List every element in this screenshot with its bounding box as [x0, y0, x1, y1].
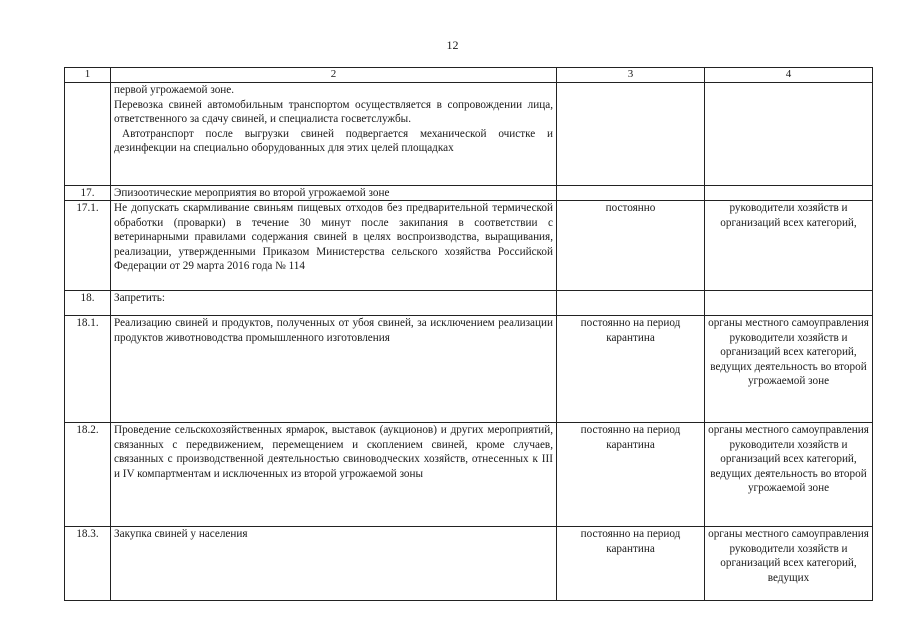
column-header-2: 2 [111, 68, 557, 83]
header-row [65, 68, 873, 83]
section-title: Эпизоотические мероприятия во второй угрожаемой зоне [111, 186, 557, 201]
row-responsible: органы местного самоуправления руководители хозяйств и организаций всех категорий, ведущих деятельность во второй угрожаемой зоне [705, 316, 873, 423]
row-description: Реализацию свиней и продуктов, полученных от убоя свиней, за исключением реализации продуктов животноводства промышленного изготовления [111, 316, 557, 423]
row-number [65, 83, 111, 186]
row-number: 18.1. [65, 316, 111, 423]
table-row [65, 316, 873, 423]
row-responsible: органы местного самоуправления руководители хозяйств и организаций всех категорий, ведущих деятельность во второй угрожаемой зоне [705, 423, 873, 527]
row-description: Не допускать скармливание свиньям пищевых отходов без предварительной термической обработки (проварки) в течение 30 минут после закипания в соответствии с ветеринарными правилами содержания свиней в целях воспроизводства, выращивания, реализации, утвержденными Приказом Министерства сельского хозяйства Российской Федерации от 29 марта 2016 года № 114 [111, 201, 557, 291]
measures-table [64, 67, 873, 601]
row-period: постоянно на период карантина [557, 316, 705, 423]
row-period [557, 291, 705, 316]
row-responsible [705, 291, 873, 316]
table-row [65, 423, 873, 527]
row-responsible: руководители хозяйств и организаций всех категорий, [705, 201, 873, 291]
row-description: Проведение сельскохозяйственных ярмарок, выставок (аукционов) и других мероприятий, связанных с передвижением, перемещением и скоплением свиней, кроме случаев, связанных с производственной деятельностью свиноводческих хозяйств, отнесенных к III и IV компартментам и исключенных из второй угрожаемой зоны [111, 423, 557, 527]
description-paragraph: первой угрожаемой зоне. [114, 84, 235, 96]
row-period: постоянно на период карантина [557, 423, 705, 527]
row-description: Закупка свиней у населения [111, 527, 557, 601]
row-description [111, 83, 557, 186]
table-row [65, 83, 873, 186]
column-header-4: 4 [705, 68, 873, 83]
table-row [65, 527, 873, 601]
section-row [65, 291, 873, 316]
row-number: 17. [65, 186, 111, 201]
row-number: 18.2. [65, 423, 111, 527]
section-row [65, 186, 873, 201]
column-header-3: 3 [557, 68, 705, 83]
row-responsible [705, 186, 873, 201]
row-number: 18.3. [65, 527, 111, 601]
table-row [65, 201, 873, 291]
row-responsible [705, 83, 873, 186]
column-header-1: 1 [65, 68, 111, 83]
description-paragraph: Перевозка свиней автомобильным транспортом осуществляется в сопровождении лица, ответственного за сдачу свиней, и специалиста госветслужбы. [114, 98, 553, 125]
row-period: постоянно на период карантина [557, 527, 705, 601]
row-number: 17.1. [65, 201, 111, 291]
row-number: 18. [65, 291, 111, 316]
row-period [557, 83, 705, 186]
page-number: 12 [446, 38, 459, 52]
section-title: Запретить: [111, 291, 557, 316]
row-responsible: органы местного самоуправления руководители хозяйств и организаций всех категорий, ведущих [705, 527, 873, 601]
row-period [557, 186, 705, 201]
row-period: постоянно [557, 201, 705, 291]
description-paragraph: Автотранспорт после выгрузки свиней подвергается механической очистке и дезинфекции на специально оборудованных для этих целей площадках [114, 127, 553, 154]
